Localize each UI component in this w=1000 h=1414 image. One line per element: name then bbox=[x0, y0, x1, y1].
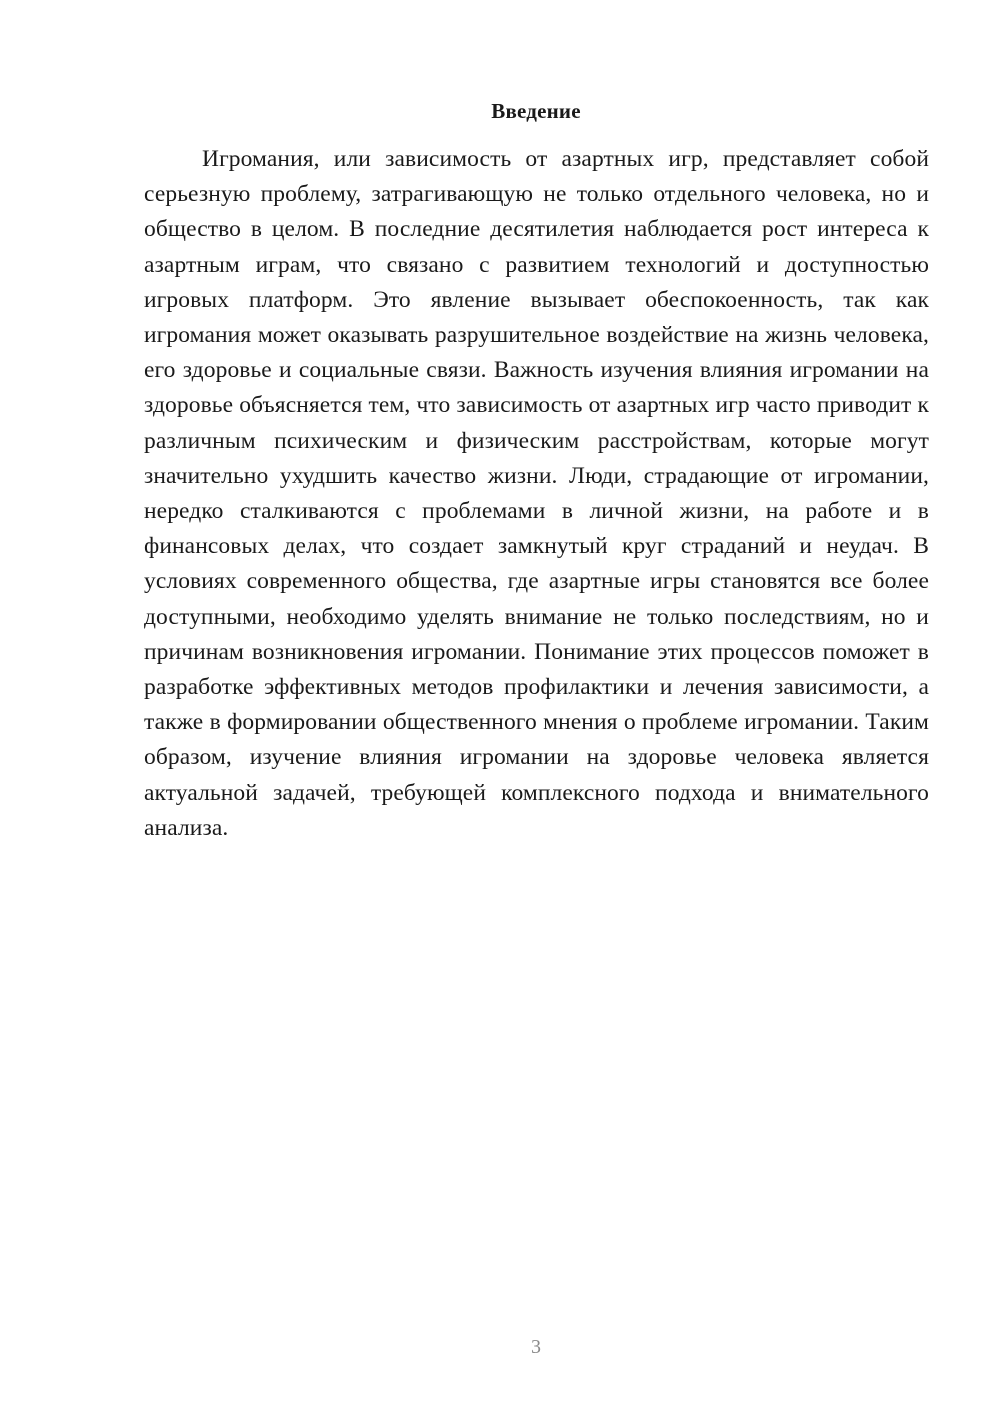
body-paragraph: Игромания, или зависимость от азартных игр, представляет собой серьезную проблему, затрагивающую не только отдельного человека, но и общество в целом. В последние десятилетия наблюдается рост интереса к азартным играм, что связано с развитием технологий и доступностью игровых платформ. Это явление вызывает обеспокоенность, так как игромания может оказывать разрушительное воздействие на жизнь человека, его здоровье и социальные связи. Важность изучения влияния игромании на здоровье объясняется тем, что зависимость от азартных игр часто приводит к различным психическим и физическим расстройствам, которые могут значительно ухудшить качество жизни. Люди, страдающие от игромании, нередко сталкиваются с проблемами в личной жизни, на работе и в финансовых делах, что создает замкнутый круг страданий и неудач. В условиях современного общества, где азартные игры становятся все более доступными, необходимо уделять внимание не только последствиям, но и причинам возникновения игромании. Понимание этих процессов поможет в разработке эффективных методов профилактики и лечения зависимости, а также в формировании общественного мнения о проблеме игромании. Таким образом, изучение влияния игромании на здоровье человека является актуальной задачей, требующей комплексного подхода и внимательного анализа. bbox=[144, 146, 929, 841]
section-heading: Введение bbox=[491, 99, 581, 123]
page-number: 3 bbox=[531, 1336, 541, 1358]
